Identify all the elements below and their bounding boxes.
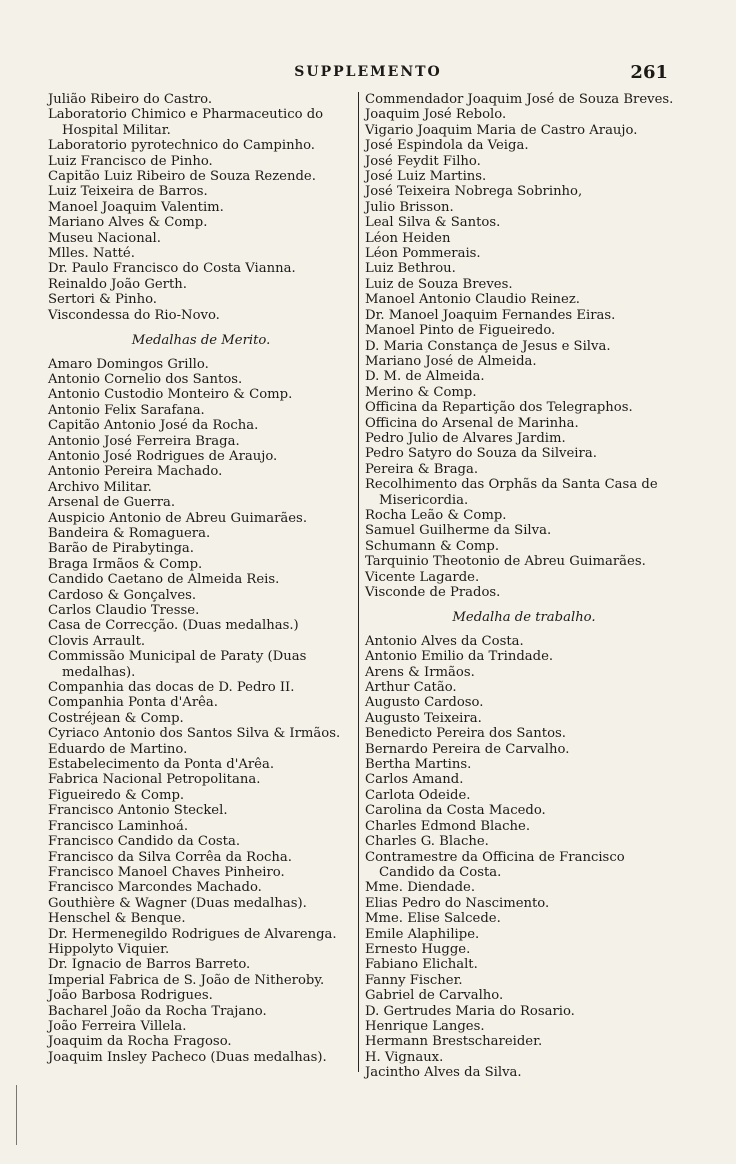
list-item: Francisco Antonio Steckel. — [48, 803, 228, 819]
list-item: Mariano José de Almeida. — [365, 353, 537, 369]
list-item: Auspicio Antonio de Abreu Guimarães. — [48, 510, 308, 526]
list-item: Antonio Alves da Costa. — [365, 633, 524, 649]
list-item: Arsenal de Guerra. — [48, 495, 176, 511]
list-item: Officina do Arsenal de Marinha. — [365, 415, 579, 431]
list-item: Bandeira & Romaguera. — [48, 525, 211, 541]
list-item: Bernardo Pereira de Carvalho. — [365, 741, 570, 757]
list-item: Arens & Irmãos. — [365, 664, 475, 680]
list-item: Luiz de Souza Breves. — [365, 276, 513, 292]
list-item: Barão de Pirabytinga. — [48, 541, 194, 557]
entry-list-merito-cont — [365, 92, 683, 600]
list-item: Manoel Joaquim Valentim. — [48, 199, 224, 215]
list-item: Augusto Cardoso. — [365, 695, 484, 711]
list-item: Candido Caetano de Almeida Reis. — [48, 572, 280, 588]
list-item: Companhia Ponta d'Arêa. — [48, 695, 218, 711]
list-item: D. Gertrudes Maria do Rosario. — [365, 1003, 575, 1019]
list-item: Antonio Cornelio dos Santos. — [48, 371, 243, 387]
list-item: Antonio Emilio da Trindade. — [365, 649, 554, 665]
list-item: Leal Silva & Santos. — [365, 215, 501, 231]
list-item: Rocha Leão & Comp. — [365, 507, 507, 523]
list-item: D. M. de Almeida. — [365, 369, 485, 385]
list-item: Mme. Elise Salcede. — [365, 911, 501, 927]
list-item: Antonio José Rodrigues de Araujo. — [48, 448, 278, 464]
list-item: Dr. Paulo Francisco do Costa Vianna. — [48, 261, 296, 277]
list-item: Braga Irmãos & Comp. — [48, 556, 203, 572]
list-item: Recolhimento das Orphãs da Santa Casa de Misericordia. — [365, 477, 658, 508]
list-item: Léon Heiden — [365, 230, 451, 246]
list-item: Bertha Martins. — [365, 757, 472, 773]
column-divider — [358, 92, 359, 1072]
list-item: Imperial Fabrica de S. João de Nitheroby. — [48, 972, 325, 988]
list-item: Companhia das docas de D. Pedro II. — [48, 680, 295, 696]
list-item: Francisco Laminhoá. — [48, 818, 189, 834]
list-item: Commendador Joaquim José de Souza Breves. — [365, 92, 674, 107]
list-item: Gabriel de Carvalho. — [365, 988, 504, 1004]
list-item: Capitão Luiz Ribeiro de Souza Rezende. — [48, 169, 316, 185]
list-item: Commissão Municipal de Paraty (Duas medalhas). — [48, 649, 307, 680]
section-title-trabalho: Medalha de trabalho. — [452, 610, 596, 626]
list-item: Pedro Satyro do Souza da Silveira. — [365, 446, 597, 462]
list-item: Dr. Manoel Joaquim Fernandes Eiras. — [365, 307, 616, 323]
list-item: Figueiredo & Comp. — [48, 787, 185, 803]
list-item: Luiz Teixeira de Barros. — [48, 184, 208, 200]
list-item: D. Maria Constança de Jesus e Silva. — [365, 338, 611, 354]
list-item: Costréjean & Comp. — [48, 710, 184, 726]
list-item: Francisco Marcondes Machado. — [48, 880, 262, 896]
list-item: Julio Brisson. — [365, 199, 454, 215]
list-item: Visconde de Prados. — [365, 585, 501, 600]
list-item: Museu Nacional. — [48, 230, 161, 246]
list-item: Samuel Guilherme da Silva. — [365, 523, 552, 539]
list-item: Reinaldo João Gerth. — [48, 276, 187, 292]
list-item: Mariano Alves & Comp. — [48, 215, 208, 231]
list-item: Eduardo de Martino. — [48, 741, 188, 757]
list-item: Contramestre da Officina de Francisco Candido da Costa. — [365, 849, 625, 880]
list-item: Julião Ribeiro do Castro. — [48, 92, 213, 107]
list-item: Joaquim Insley Pacheco (Duas medalhas). — [48, 1049, 327, 1065]
list-item: Antonio Pereira Machado. — [48, 464, 223, 480]
running-title: SUPPLEMENTO — [294, 64, 442, 80]
list-item: Pedro Julio de Alvares Jardim. — [365, 430, 566, 446]
list-item: Casa de Correcção. (Duas medalhas.) — [48, 618, 299, 634]
list-item: Antonio Custodio Monteiro & Comp. — [48, 387, 293, 403]
margin-mark — [16, 1085, 17, 1145]
list-item: João Ferreira Villela. — [48, 1018, 187, 1034]
page-number: 261 — [630, 62, 668, 83]
list-item: Clovis Arrault. — [48, 633, 146, 649]
list-item: Cyriaco Antonio dos Santos Silva & Irmãos. — [48, 726, 341, 742]
list-item: Francisco Manoel Chaves Pinheiro. — [48, 864, 285, 880]
entry-list-trabalho — [365, 634, 683, 1081]
list-item: José Teixeira Nobrega Sobrinho, — [365, 184, 583, 200]
list-item: Jacintho Alves da Silva. — [365, 1065, 522, 1081]
list-item: Manoel Antonio Claudio Reinez. — [365, 292, 580, 308]
list-item: Pereira & Braga. — [365, 461, 479, 477]
list-item: Carlos Amand. — [365, 772, 464, 788]
list-item: Vigario Joaquim Maria de Castro Araujo. — [365, 122, 638, 138]
list-item: Ernesto Hugge. — [365, 941, 471, 957]
list-item: Benedicto Pereira dos Santos. — [365, 726, 566, 742]
list-item: Charles G. Blache. — [365, 834, 489, 850]
list-item: Joaquim José Rebolo. — [365, 107, 507, 123]
list-item: José Feydit Filho. — [365, 153, 481, 169]
list-item: Carlos Claudio Tresse. — [48, 603, 200, 618]
list-item: Hermann Brestschareider. — [365, 1034, 543, 1050]
list-item: Antonio José Ferreira Braga. — [48, 433, 240, 449]
page-header — [0, 62, 736, 86]
list-item: Francisco Candido da Costa. — [48, 834, 241, 850]
list-item: Carlota Odeide. — [365, 787, 471, 803]
list-item: Vicente Lagarde. — [365, 569, 480, 585]
list-item: H. Vignaux. — [365, 1049, 444, 1065]
list-item: Arthur Catão. — [365, 680, 457, 696]
list-item: João Barbosa Rodrigues. — [48, 988, 213, 1004]
list-item: Laboratorio Chimico e Pharmaceutico do Hospital Militar. — [48, 107, 324, 138]
list-item: Fanny Fischer. — [365, 972, 463, 988]
right-column — [365, 92, 683, 1081]
list-item: Augusto Teixeira. — [365, 710, 482, 726]
list-item: Dr. Hermenegildo Rodrigues de Alvarenga. — [48, 926, 337, 942]
list-item: Joaquim da Rocha Fragoso. — [48, 1034, 232, 1050]
list-item: Emile Alaphilipe. — [365, 926, 480, 942]
list-item: Schumann & Comp. — [365, 538, 500, 554]
list-item: Capitão Antonio José da Rocha. — [48, 418, 259, 434]
list-item: Elias Pedro do Nascimento. — [365, 895, 550, 911]
section-title-merito: Medalhas de Merito. — [131, 333, 271, 349]
list-item: Officina da Repartição dos Telegraphos. — [365, 400, 633, 416]
list-item: Léon Pommerais. — [365, 246, 481, 262]
list-item: Amaro Domingos Grillo. — [48, 356, 209, 372]
list-item: Tarquinio Theotonio de Abreu Guimarães. — [365, 554, 646, 570]
list-item: Merino & Comp. — [365, 384, 477, 400]
list-item: Manoel Pinto de Figueiredo. — [365, 323, 556, 339]
list-item: Charles Edmond Blache. — [365, 818, 531, 834]
list-item: José Espindola da Veiga. — [365, 138, 529, 154]
list-item: Francisco da Silva Corrêa da Rocha. — [48, 849, 292, 865]
list-item: Carolina da Costa Macedo. — [365, 803, 546, 819]
entry-list-merito — [48, 357, 354, 1066]
list-item: Fabiano Elichalt. — [365, 957, 478, 973]
list-item: Viscondessa do Rio-Novo. — [48, 307, 220, 323]
list-item: Luiz Bethrou. — [365, 261, 456, 277]
list-item: Cardoso & Gonçalves. — [48, 587, 197, 603]
left-column — [48, 92, 354, 1065]
list-item: Fabrica Nacional Petropolitana. — [48, 772, 261, 788]
entry-list-top — [48, 92, 354, 323]
list-item: Henrique Langes. — [365, 1018, 485, 1034]
list-item: Antonio Felix Sarafana. — [48, 402, 205, 418]
list-item: Dr. Ignacio de Barros Barreto. — [48, 957, 251, 973]
list-item: Laboratorio pyrotechnico do Campinho. — [48, 138, 315, 154]
list-item: Bacharel João da Rocha Trajano. — [48, 1003, 267, 1019]
list-item: Mme. Diendade. — [365, 880, 476, 896]
list-item: Sertori & Pinho. — [48, 292, 158, 308]
list-item: Estabelecimento da Ponta d'Arêa. — [48, 757, 275, 773]
list-item: Archivo Militar. — [48, 479, 152, 495]
list-item: Henschel & Benque. — [48, 911, 186, 927]
list-item: José Luiz Martins. — [365, 169, 487, 185]
list-item: Gouthière & Wagner (Duas medalhas). — [48, 895, 307, 911]
list-item: Hippolyto Viquier. — [48, 941, 170, 957]
list-item: Mlles. Natté. — [48, 246, 135, 262]
list-item: Luiz Francisco de Pinho. — [48, 153, 213, 169]
